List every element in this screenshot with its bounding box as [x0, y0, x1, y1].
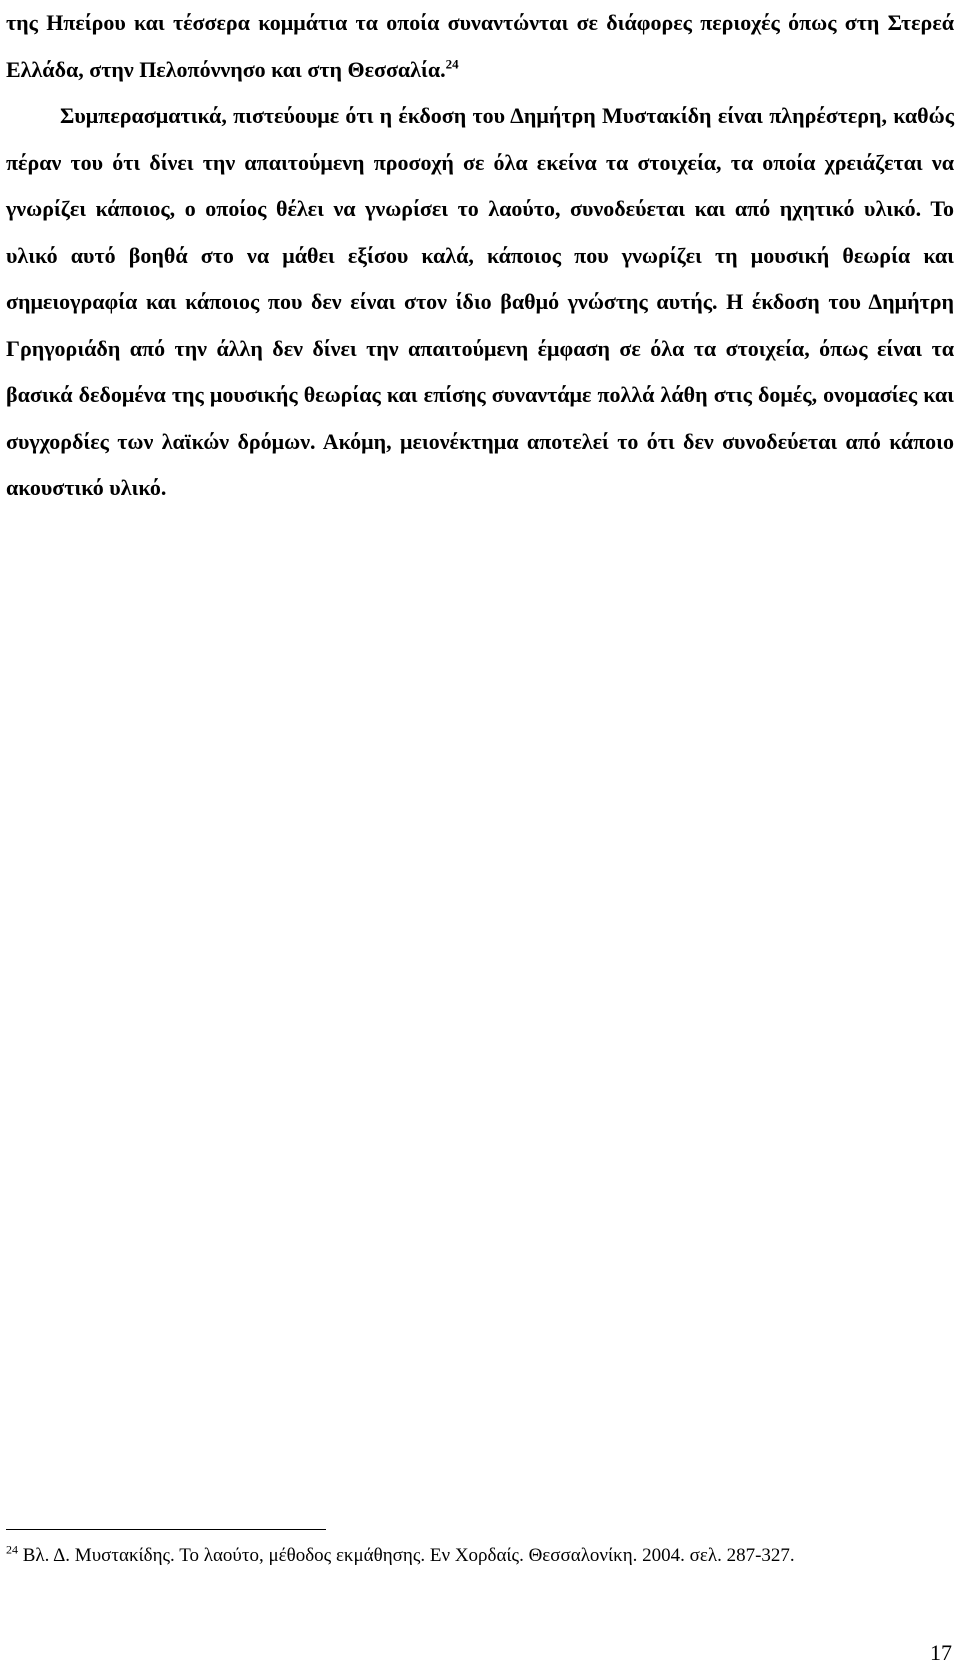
- body-text: [6, 0, 954, 512]
- paragraph-conclusion: Συμπερασματικά, πιστεύουμε ότι η έκδοση του Δημήτρη Μυστακίδη είναι πληρέστερη, καθώς πέραν του ότι δίνει την απαιτούμενη προσοχή σε όλα εκείνα τα στοιχεία, τα οποία χρειάζεται να γνωρίζει κάποιος, ο οποίος θέλει να γνωρίσει το λαούτο, συνοδεύεται και από ηχητικό υλικό. Το υλικό αυτό βοηθά στο να μάθει εξίσου καλά, κάποιος που γνωρίζει τη μουσική θεωρία και σημειογραφία και κάποιος που δεν είναι στον ίδιο βαθμό γνώστης αυτής. Η έκδοση του Δημήτρη Γρηγοριάδη από την άλλη δεν δίνει την απαιτούμενη έμφαση σε όλα τα στοιχεία, όπως είναι τα βασικά δεδομένα της μουσικής θεωρίας και επίσης συναντάμε πολλά λάθη στις δομές, ονομασίες και συγχορδίες των λαϊκών δρόμων. Ακόμη, μειονέκτημα αποτελεί το ότι δεν συνοδεύεται από κάποιο ακουστικό υλικό.: [6, 103, 954, 500]
- paragraph-continuation: [6, 0, 954, 93]
- footnote-number: 24: [6, 1542, 18, 1557]
- page-number: 17: [930, 1640, 952, 1665]
- footnote-reference[interactable]: 24: [445, 56, 459, 72]
- footnote: [6, 1541, 946, 1570]
- paragraph-1-text: της Ηπείρου και τέσσερα κομμάτια τα οποία συναντώνται σε διάφορες περιοχές όπως στη Στερεά Ελλάδα, στην Πελοπόννησο και στη Θεσσαλία.: [6, 10, 954, 82]
- footnote-separator: [6, 1529, 326, 1530]
- footnote-text: Βλ. Δ. Μυστακίδης. Το λαούτο, μέθοδος εκμάθησης. Εν Χορδαίς. Θεσσαλονίκη. 2004. σελ. 287-327.: [22, 1545, 795, 1566]
